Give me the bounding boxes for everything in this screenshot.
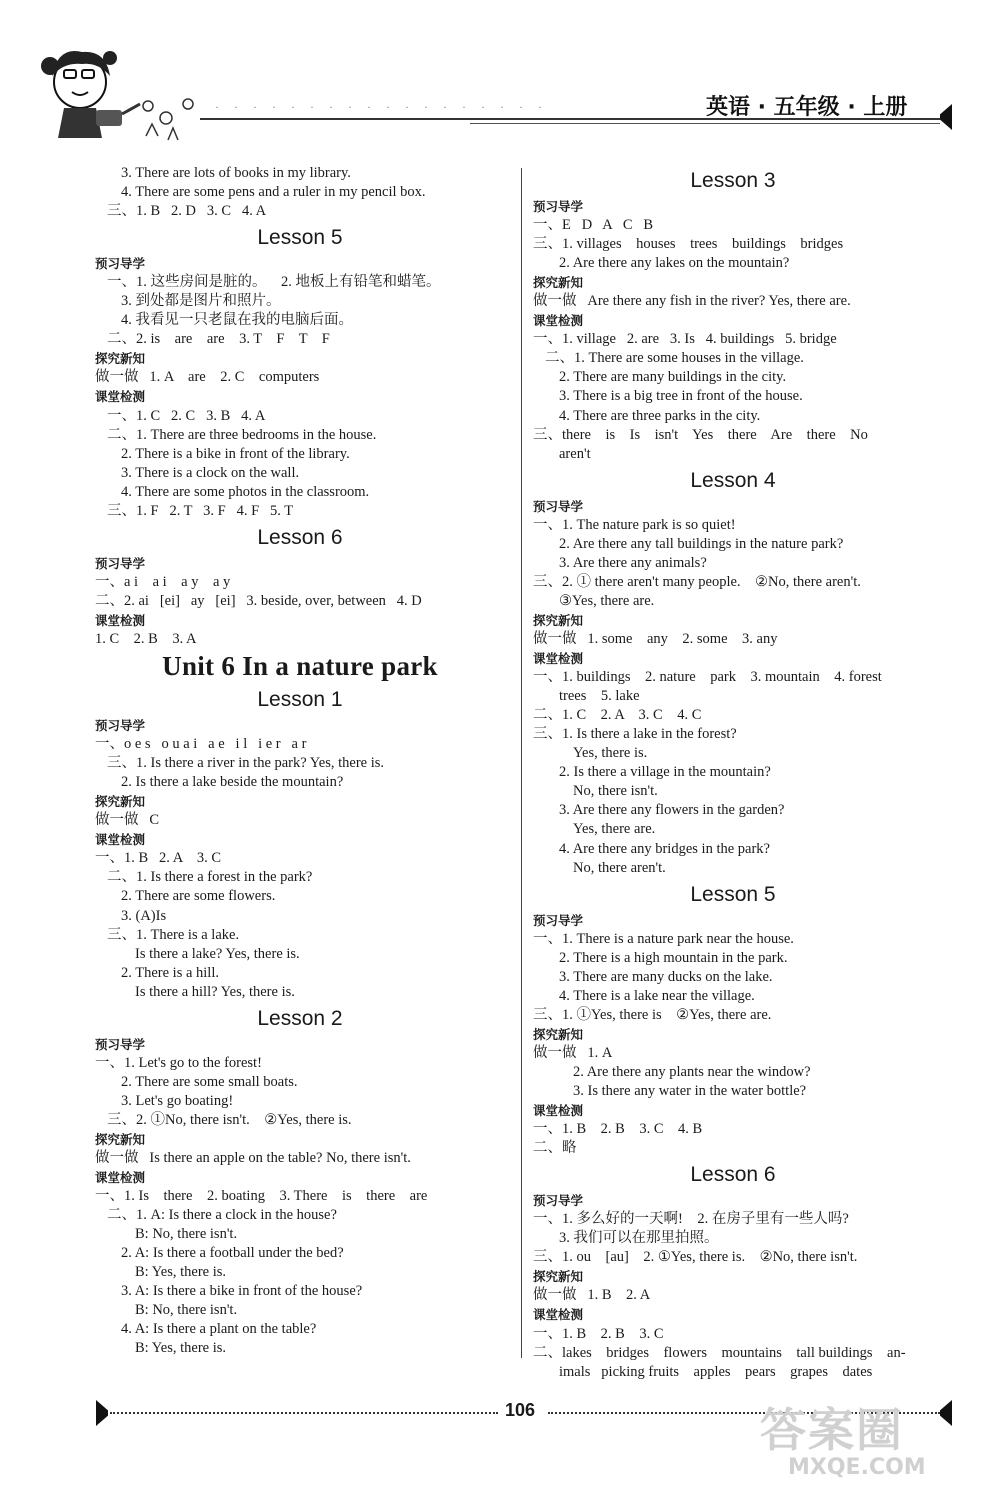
answer-line: 三、there is Is isn't Yes there Are there No <box>533 426 868 443</box>
answer-line: 3. Are there any flowers in the garden? <box>559 802 785 819</box>
answer-line: 3. There are many ducks on the lake. <box>559 968 773 985</box>
section-label: 课堂检测 <box>533 651 584 667</box>
column-divider <box>521 168 522 1358</box>
section-label: 探究新知 <box>533 275 584 291</box>
answer-line: 二、2. is are are 3. T F T F <box>107 331 330 348</box>
unit-heading: Unit 6 In a nature park <box>162 651 438 682</box>
answer-line: 3. Is there any water in the water bottle? <box>573 1083 807 1100</box>
answer-line: 一、1. The nature park is so quiet! <box>533 516 736 533</box>
section-label: 课堂检测 <box>533 313 584 329</box>
section-label: 探究新知 <box>95 794 146 810</box>
answer-line: 一、1. buildings 2. nature park 3. mountain 4. forest <box>533 669 882 686</box>
section-label: 课堂检测 <box>95 1170 146 1186</box>
lesson-heading: Lesson 6 <box>257 525 343 549</box>
answer-line: 4. There are three parks in the city. <box>559 407 761 424</box>
answer-line: 2. Is there a lake beside the mountain? <box>121 774 344 791</box>
answer-line: 2. There is a hill. <box>121 964 219 981</box>
answer-line: 一、1. Let's go to the forest! <box>95 1054 262 1071</box>
page-number: 106 <box>505 1400 536 1420</box>
answer-line: No, there aren't. <box>573 859 666 876</box>
section-label: 预习导学 <box>533 912 584 928</box>
lesson-heading: Lesson 4 <box>690 468 776 492</box>
answer-line: 4. There is a lake near the village. <box>559 987 755 1004</box>
answer-line: 三、2. ①No, there isn't. ②Yes, there is. <box>107 1111 352 1128</box>
header-title: 英语 · 五年级 · 上册 <box>706 95 908 120</box>
right-column <box>533 164 933 1382</box>
answer-line: 二、1. C 2. A 3. C 4. C <box>533 707 702 724</box>
section-label: 探究新知 <box>95 351 146 367</box>
section-label: 探究新知 <box>533 612 584 628</box>
footer-rule-left <box>110 1412 498 1414</box>
answer-line: trees 5. lake <box>559 688 640 705</box>
answer-line: 二、1. A: Is there a clock in the house? <box>107 1207 337 1224</box>
answer-line: 一、1. There is a nature park near the house. <box>533 930 794 947</box>
answer-line: 3. 到处都是图片和照片。 <box>121 293 281 310</box>
section-label: 预习导学 <box>95 555 146 571</box>
answer-line: 4. A: Is there a plant on the table? <box>121 1321 317 1338</box>
answer-line: 3. A: Is there a bike in front of the house? <box>121 1283 363 1300</box>
answer-line: Yes, there is. <box>573 745 648 762</box>
answer-line: B: No, there isn't. <box>135 1226 238 1243</box>
answer-line: 三、1. There is a lake. <box>107 926 240 943</box>
section-label: 课堂检测 <box>533 1103 584 1119</box>
answer-line: 2. A: Is there a football under the bed? <box>121 1245 344 1262</box>
answer-line: 3. Are there any animals? <box>559 554 707 571</box>
answer-line: 一、1. 多么好的一天啊! 2. 在房子里有一些人吗? <box>533 1211 849 1228</box>
answer-line: 2. Are there any plants near the window? <box>573 1063 811 1080</box>
lesson-heading: Lesson 6 <box>690 1163 776 1187</box>
lesson-heading: Lesson 3 <box>690 169 776 192</box>
answer-line: 二、1. Is there a forest in the park? <box>107 869 313 886</box>
section-label: 预习导学 <box>95 1036 146 1052</box>
answer-line: 三、1. villages houses trees buildings bridges <box>533 236 844 253</box>
answer-line: 一、1. village 2. are 3. Is 4. buildings 5. bridge <box>533 331 837 348</box>
left-column <box>95 164 505 1359</box>
answer-line: B: Yes, there is. <box>135 1264 227 1281</box>
answer-line: 3. Let's go boating! <box>121 1092 234 1109</box>
answer-line: 4. Are there any bridges in the park? <box>559 840 770 857</box>
page-header <box>0 0 1000 150</box>
answer-line: 二、2. ai [ei] ay [ei] 3. beside, over, between 4. D <box>95 592 422 609</box>
answer-line: 3. There is a big tree in front of the house. <box>559 388 803 405</box>
answer-line: Yes, there are. <box>573 821 656 838</box>
header-rule-secondary <box>470 123 940 124</box>
answer-line: 3. There is a clock on the wall. <box>121 464 300 481</box>
answer-line: 一、1. B 2. A 3. C <box>95 850 222 867</box>
section-label: 课堂检测 <box>95 832 146 848</box>
answer-line: 三、1. Is there a river in the park? Yes, there is. <box>107 755 385 772</box>
answer-line: B: No, there isn't. <box>135 1302 238 1319</box>
answer-line: 一、1. 这些房间是脏的。 2. 地板上有铅笔和蜡笔。 <box>107 274 441 291</box>
answer-line: 3. (A)Is <box>121 907 167 924</box>
section-label: 课堂检测 <box>95 389 146 405</box>
answer-line: aren't <box>559 445 591 462</box>
section-label: 探究新知 <box>95 1131 146 1147</box>
lesson-heading: Lesson 2 <box>257 1006 343 1030</box>
section-label: 预习导学 <box>95 718 146 734</box>
answer-line: 做一做 Is there an apple on the table? No, there isn't. <box>95 1150 411 1167</box>
section-label: 预习导学 <box>533 199 584 214</box>
answer-line: No, there isn't. <box>573 783 658 800</box>
answer-line: 做一做 1. B 2. A <box>533 1287 651 1304</box>
answer-line: 2. Are there any tall buildings in the nature park? <box>559 535 844 552</box>
section-label: 探究新知 <box>533 1269 584 1285</box>
footer-arrow-left-icon <box>96 1400 108 1426</box>
answer-line: 三、1. Is there a lake in the forest? <box>533 726 737 743</box>
watermark-url: MXQE.COM <box>788 1455 926 1480</box>
answer-line: Is there a lake? Yes, there is. <box>135 945 300 962</box>
lesson-heading: Lesson 1 <box>257 688 343 712</box>
answer-line: 三、1. ①Yes, there is ②Yes, there are. <box>533 1006 772 1023</box>
answer-line: 二、略 <box>533 1140 577 1157</box>
section-label: 课堂检测 <box>533 1307 584 1323</box>
answer-line: 一、1. C 2. C 3. B 4. A <box>107 407 266 424</box>
answer-line: 2. There is a bike in front of the library. <box>121 445 350 462</box>
answer-line: 做一做 C <box>95 812 160 829</box>
answer-line: 2. There are some flowers. <box>121 888 276 905</box>
answer-line: 2. There are some small boats. <box>121 1073 298 1090</box>
answer-line: 一、o e s o u a i a e i l i e r a r <box>95 736 307 753</box>
answer-line: B: Yes, there is. <box>135 1340 227 1357</box>
answer-line: 4. There are some pens and a ruler in my pencil box. <box>121 184 426 201</box>
lesson-heading: Lesson 5 <box>690 882 776 906</box>
answer-line: 三、1. ou [au] 2. ①Yes, there is. ②No, there isn't. <box>533 1249 858 1266</box>
answer-line: 一、1. Is there 2. boating 3. There is there are <box>95 1188 428 1205</box>
answer-line: 一、1. B 2. B 3. C <box>533 1325 664 1342</box>
answer-line: 二、lakes bridges flowers mountains tall buildings an- <box>533 1344 906 1361</box>
section-label: 预习导学 <box>533 1193 584 1209</box>
answer-line: 做一做 1. some any 2. some 3. any <box>533 630 778 647</box>
answer-line: 2. There are many buildings in the city. <box>559 369 787 386</box>
answer-line: 2. Is there a village in the mountain? <box>559 764 771 781</box>
answer-line: 三、1. B 2. D 3. C 4. A <box>107 203 267 220</box>
answer-line: 三、1. F 2. T 3. F 4. F 5. T <box>107 502 294 519</box>
answer-line: ③Yes, there are. <box>559 592 655 609</box>
answer-line: 2. There is a high mountain in the park. <box>559 949 788 966</box>
answer-line: 一、a i a i a y a y <box>95 573 231 590</box>
watermark-logo <box>760 1405 990 1495</box>
section-label: 预习导学 <box>533 498 584 514</box>
answer-line: 一、1. B 2. B 3. C 4. B <box>533 1121 703 1138</box>
answer-line: 做一做 1. A are 2. C computers <box>95 369 320 386</box>
answer-line: Is there a hill? Yes, there is. <box>135 983 295 1000</box>
answer-line: 2. Are there any lakes on the mountain? <box>559 255 790 272</box>
lesson-heading: Lesson 5 <box>257 226 343 250</box>
answer-line: 4. There are some photos in the classroom. <box>121 483 370 500</box>
answer-line: 二、1. There are three bedrooms in the house. <box>107 426 377 443</box>
answer-line: 一、E D A C B <box>533 217 654 234</box>
answer-line: 二、1. There are some houses in the village. <box>545 350 804 367</box>
answer-line: imals picking fruits apples pears grapes dates <box>559 1363 873 1380</box>
cartoon-girl-watering-icon <box>28 40 208 150</box>
header-decor: · · · · · · · · · · · · · · · · · · <box>215 100 548 114</box>
answer-line: 做一做 1. A <box>533 1044 613 1061</box>
answer-line: 做一做 Are there any fish in the river? Yes, there are. <box>533 293 851 310</box>
header-arrow-icon <box>940 104 952 130</box>
answer-line: 3. 我们可以在那里拍照。 <box>559 1230 719 1247</box>
section-label: 课堂检测 <box>95 612 146 628</box>
answer-line: 3. There are lots of books in my library. <box>121 165 351 181</box>
section-label: 预习导学 <box>95 256 146 272</box>
section-label: 探究新知 <box>533 1026 584 1042</box>
answer-line: 4. 我看见一只老鼠在我的电脑后面。 <box>121 312 353 329</box>
answer-line: 三、2. ① there aren't many people. ②No, there aren't. <box>533 573 861 590</box>
watermark-text: 答案圈 <box>760 1403 904 1457</box>
answer-line: 1. C 2. B 3. A <box>95 630 197 647</box>
